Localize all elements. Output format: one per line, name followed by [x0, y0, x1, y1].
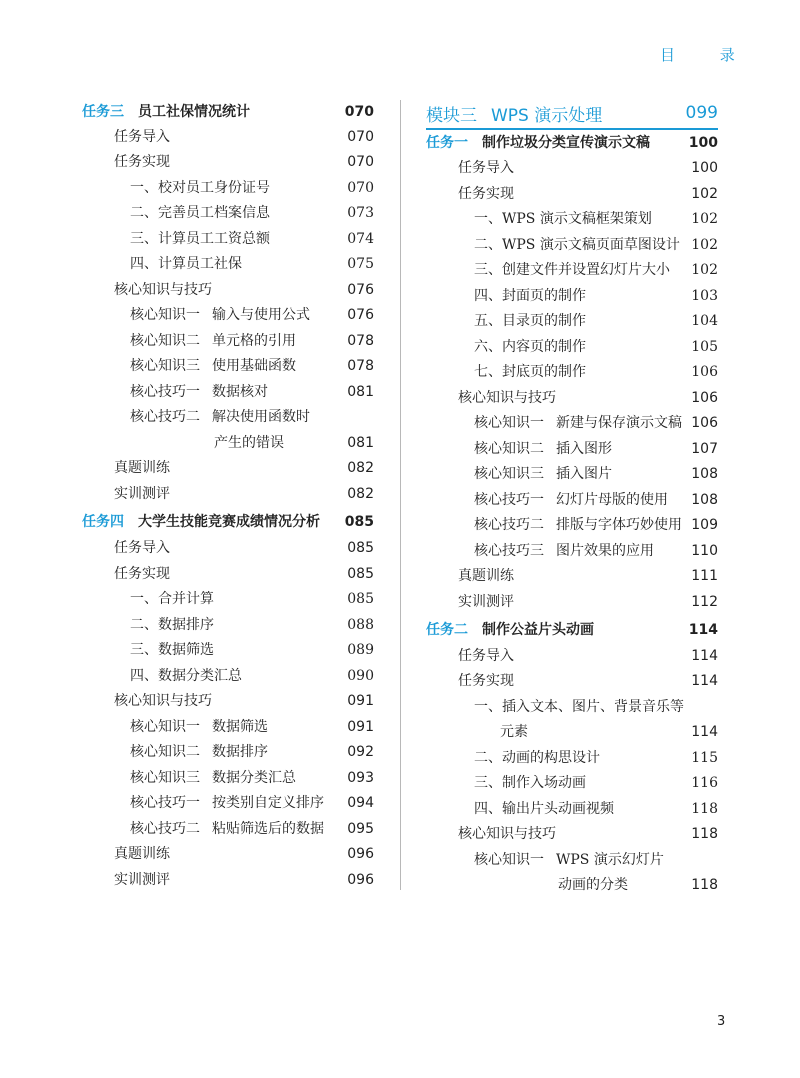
page-number: 091 [347, 719, 374, 735]
toc-entry[interactable] [426, 797, 718, 822]
page-number: 100 [691, 160, 718, 176]
toc-entry[interactable] [82, 689, 374, 714]
entry-text: 单元格的引用 [212, 333, 296, 349]
entry-text: 四、输出片头动画视频 [474, 801, 614, 817]
page-number: 108 [691, 492, 718, 508]
toc-entry[interactable] [82, 354, 374, 379]
toc-entry[interactable] [82, 587, 374, 612]
task-label: 任务三 [82, 104, 124, 120]
toc-entry-continuation[interactable] [82, 431, 374, 456]
entry-text: 二、动画的构思设计 [474, 750, 600, 766]
entry-text: 三、制作入场动画 [474, 775, 586, 791]
page-number: 118 [691, 877, 718, 893]
page-number: 070 [344, 104, 374, 120]
entry-label: 核心知识三 [474, 466, 544, 482]
toc-entry[interactable] [82, 405, 374, 430]
entry-label: 核心知识三 [130, 358, 200, 374]
entry-label: 核心知识一 [130, 307, 200, 323]
toc-entry[interactable] [82, 536, 374, 561]
page-number: 091 [347, 693, 374, 709]
page-number: 094 [347, 795, 374, 811]
entry-label: 核心知识一 [474, 852, 544, 868]
task-title: 制作垃圾分类宣传演示文稿 [482, 135, 650, 151]
toc-entry[interactable] [426, 771, 718, 796]
toc-entry[interactable] [82, 201, 374, 226]
toc-entry-continuation[interactable] [426, 720, 718, 745]
toc-entry[interactable] [82, 150, 374, 175]
toc-entry[interactable] [426, 233, 718, 258]
page-number: 095 [347, 821, 374, 837]
entry-label: 核心技巧一 [130, 384, 200, 400]
entry-label: 核心技巧一 [474, 492, 544, 508]
toc-entry[interactable] [426, 309, 718, 334]
entry-text: 产生的错误 [214, 435, 284, 451]
entry-text: 任务实现 [458, 186, 514, 202]
entry-text: 核心知识与技巧 [458, 826, 556, 842]
page-number: 103 [691, 288, 718, 304]
entry-text: 幻灯片母版的使用 [556, 492, 668, 508]
toc-entry[interactable] [426, 695, 718, 720]
toc-task4[interactable] [82, 510, 374, 535]
toc-entry[interactable] [426, 539, 718, 564]
entry-text: 五、目录页的制作 [474, 313, 586, 329]
entry-text: 使用基础函数 [212, 358, 296, 374]
entry-text: 排版与字体巧妙使用 [556, 517, 682, 533]
page-number: 108 [691, 466, 718, 482]
task-title: 制作公益片头动画 [482, 622, 594, 638]
entry-text: 任务实现 [114, 566, 170, 582]
page-number: 107 [691, 441, 718, 457]
task-label: 任务四 [82, 514, 124, 530]
page-number: 109 [691, 517, 718, 533]
page-number: 085 [347, 591, 374, 607]
page-number: 096 [347, 846, 374, 862]
entry-text: 三、数据筛选 [130, 642, 214, 658]
entry-text: 七、封底页的制作 [474, 364, 586, 380]
entry-text: 按类别自定义排序 [212, 795, 324, 811]
toc-entry-continuation[interactable] [426, 873, 718, 898]
toc-entry[interactable] [426, 822, 718, 847]
module-title: WPS 演示处理 [491, 105, 603, 126]
page-number: 102 [691, 211, 718, 227]
page-number: 076 [347, 307, 374, 323]
task-label: 任务二 [426, 622, 468, 638]
entry-text: 四、计算员工社保 [130, 256, 242, 272]
page-number: 073 [347, 205, 374, 221]
toc-entry[interactable] [426, 564, 718, 589]
page-number: 114 [691, 648, 718, 664]
entry-text: 六、内容页的制作 [474, 339, 586, 355]
page-number: 110 [691, 543, 718, 559]
entry-text: 核心知识与技巧 [458, 390, 556, 406]
module-label: 模块三 [426, 105, 477, 126]
entry-text: 粘贴筛选后的数据 [212, 821, 324, 837]
toc-entry[interactable] [426, 437, 718, 462]
toc-entry[interactable] [426, 411, 718, 436]
page-number: 118 [691, 801, 718, 817]
toc-entry[interactable] [82, 482, 374, 507]
entry-text: 真题训练 [458, 568, 514, 584]
entry-text: 任务导入 [458, 160, 514, 176]
task-title: 大学生技能竞赛成绩情况分析 [138, 514, 320, 530]
page-number: 070 [347, 180, 374, 196]
toc-entry[interactable] [426, 513, 718, 538]
page-number: 090 [347, 668, 374, 684]
toc-entry[interactable] [82, 176, 374, 201]
page-number: 078 [347, 358, 374, 374]
toc-entry[interactable] [426, 335, 718, 360]
entry-text: 真题训练 [114, 460, 170, 476]
entry-text: 元素 [500, 724, 528, 740]
entry-text: 数据核对 [212, 384, 268, 400]
page-number: 116 [691, 775, 718, 791]
entry-text: 一、合并计算 [130, 591, 214, 607]
page-number: 085 [344, 514, 374, 530]
page-number: 093 [347, 770, 374, 786]
entry-text: 四、数据分类汇总 [130, 668, 242, 684]
entry-text: 插入图形 [556, 441, 612, 457]
entry-text: 二、完善员工档案信息 [130, 205, 270, 221]
entry-text: 三、计算员工工资总额 [130, 231, 270, 247]
toc-entry[interactable] [82, 252, 374, 277]
entry-text: 任务导入 [114, 129, 170, 145]
entry-text: 任务导入 [114, 540, 170, 556]
entry-text: 任务实现 [458, 673, 514, 689]
entry-label: 核心知识三 [130, 770, 200, 786]
page-number: 099 [685, 103, 718, 123]
page-number: 114 [691, 724, 718, 740]
entry-label: 核心技巧一 [130, 795, 200, 811]
page-number: 076 [347, 282, 374, 298]
page-number: 114 [688, 622, 718, 638]
page-number: 102 [691, 262, 718, 278]
page-number: 106 [691, 364, 718, 380]
toc-task2[interactable] [426, 618, 718, 643]
toc-entry[interactable] [82, 456, 374, 481]
task-title: 员工社保情况统计 [138, 104, 250, 120]
module-underline [426, 128, 718, 130]
page-number: 085 [347, 540, 374, 556]
entry-text: 新建与保存演示文稿 [556, 415, 682, 431]
page-number: 092 [347, 744, 374, 760]
page-number: 070 [347, 154, 374, 170]
toc-entry[interactable] [426, 182, 718, 207]
page-number: 070 [347, 129, 374, 145]
page-number: 118 [691, 826, 718, 842]
toc-task3[interactable] [82, 100, 374, 125]
page-number: 081 [347, 384, 374, 400]
entry-label: 核心技巧二 [130, 821, 200, 837]
entry-text: WPS 演示幻灯片 [556, 852, 664, 868]
toc-entry[interactable] [426, 590, 718, 615]
entry-text: 真题训练 [114, 846, 170, 862]
toc-entry[interactable] [82, 227, 374, 252]
entry-label: 核心技巧二 [130, 409, 200, 425]
task-label: 任务一 [426, 135, 468, 151]
entry-label: 核心知识一 [130, 719, 200, 735]
toc-entry[interactable] [82, 329, 374, 354]
entry-text: 实训测评 [114, 486, 170, 502]
toc-entry[interactable] [426, 360, 718, 385]
entry-label: 核心技巧二 [474, 517, 544, 533]
toc-entry[interactable] [426, 156, 718, 181]
entry-text: 二、数据排序 [130, 617, 214, 633]
entry-text: 一、校对员工身份证号 [130, 180, 270, 196]
toc-entry[interactable] [82, 740, 374, 765]
entry-text: 实训测评 [458, 594, 514, 610]
entry-text: 插入图片 [556, 466, 612, 482]
entry-text: 核心知识与技巧 [114, 693, 212, 709]
toc-entry[interactable] [82, 303, 374, 328]
page-number: 114 [691, 673, 718, 689]
toc-entry[interactable] [82, 380, 374, 405]
page-number: 106 [691, 415, 718, 431]
toc-entry[interactable] [82, 715, 374, 740]
toc-entry[interactable] [82, 842, 374, 867]
entry-text: 核心知识与技巧 [114, 282, 212, 298]
toc-task1[interactable] [426, 131, 718, 156]
page-number: 100 [688, 135, 718, 151]
entry-text: 实训测评 [114, 872, 170, 888]
toc-entry[interactable] [82, 817, 374, 842]
page-number: 075 [347, 256, 374, 272]
page-number: 102 [691, 186, 718, 202]
toc-entry[interactable] [426, 207, 718, 232]
page-number: 085 [347, 566, 374, 582]
page-number-footer: 3 [717, 1014, 726, 1029]
page-number: 115 [691, 750, 718, 766]
page-number: 082 [347, 460, 374, 476]
page-number: 089 [347, 642, 374, 658]
entry-label: 核心技巧三 [474, 543, 544, 559]
page-number: 105 [691, 339, 718, 355]
toc-entry[interactable] [82, 868, 374, 893]
entry-text: 数据排序 [212, 744, 268, 760]
toc-entry[interactable] [82, 766, 374, 791]
entry-text: 数据筛选 [212, 719, 268, 735]
page-number: 088 [347, 617, 374, 633]
page-number: 081 [347, 435, 374, 451]
entry-text: 一、插入文本、图片、背景音乐等 [474, 699, 684, 715]
entry-text: 任务实现 [114, 154, 170, 170]
toc-entry[interactable] [426, 848, 718, 873]
toc-entry[interactable] [82, 125, 374, 150]
entry-text: 四、封面页的制作 [474, 288, 586, 304]
entry-text: 二、WPS 演示文稿页面草图设计 [474, 237, 680, 253]
toc-entry[interactable] [426, 669, 718, 694]
column-divider [400, 100, 401, 890]
toc-entry[interactable] [426, 488, 718, 513]
page-number: 096 [347, 872, 374, 888]
page-number: 112 [691, 594, 718, 610]
entry-text: 一、WPS 演示文稿框架策划 [474, 211, 652, 227]
toc-entry[interactable] [82, 562, 374, 587]
toc-entry[interactable] [82, 791, 374, 816]
page-number: 102 [691, 237, 718, 253]
entry-label: 核心知识一 [474, 415, 544, 431]
toc-entry[interactable] [426, 462, 718, 487]
entry-label: 核心知识二 [130, 333, 200, 349]
toc-entry[interactable] [426, 284, 718, 309]
entry-label: 核心知识二 [474, 441, 544, 457]
page-number: 078 [347, 333, 374, 349]
entry-text: 数据分类汇总 [212, 770, 296, 786]
entry-text: 输入与使用公式 [212, 307, 310, 323]
toc-module3[interactable] [426, 100, 718, 126]
page-number: 082 [347, 486, 374, 502]
toc-title: 目 录 [660, 46, 755, 64]
toc-entry[interactable] [82, 664, 374, 689]
page-number: 104 [691, 313, 718, 329]
toc-entry[interactable] [426, 258, 718, 283]
toc-entry[interactable] [426, 746, 718, 771]
entry-text: 动画的分类 [558, 877, 628, 893]
entry-label: 核心知识二 [130, 744, 200, 760]
page-number: 111 [691, 568, 718, 584]
entry-text: 三、创建文件并设置幻灯片大小 [474, 262, 670, 278]
toc-entry[interactable] [82, 638, 374, 663]
toc-entry[interactable] [82, 613, 374, 638]
toc-entry[interactable] [426, 386, 718, 411]
page-number: 074 [347, 231, 374, 247]
toc-entry[interactable] [82, 278, 374, 303]
toc-entry[interactable] [426, 644, 718, 669]
entry-text: 解决使用函数时 [212, 409, 310, 425]
page-number: 106 [691, 390, 718, 406]
entry-text: 任务导入 [458, 648, 514, 664]
entry-text: 图片效果的应用 [556, 543, 654, 559]
